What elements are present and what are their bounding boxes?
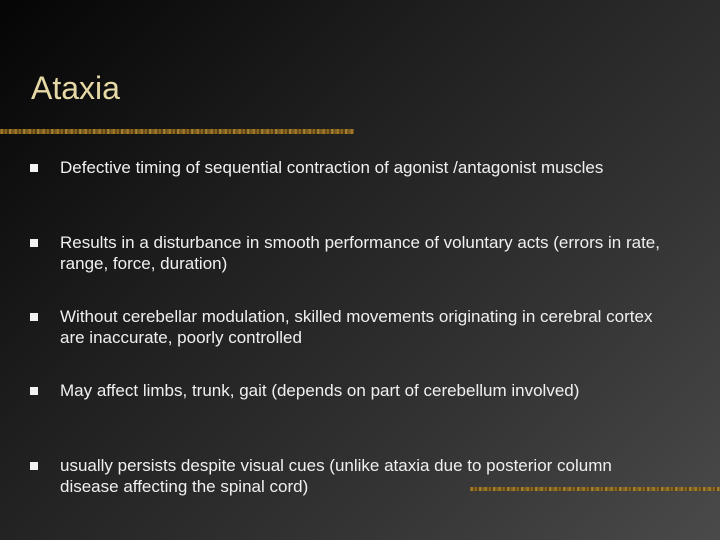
footer-divider — [470, 487, 720, 491]
square-bullet-icon — [30, 313, 38, 321]
square-bullet-icon — [30, 462, 38, 470]
title-divider — [0, 129, 354, 134]
bullet-text: Defective timing of sequential contraction of agonist /antagonist muscles — [60, 158, 604, 177]
bullet-text: May affect limbs, trunk, gait (depends on part of cerebellum involved) — [60, 381, 580, 400]
bullet-text: Results in a disturbance in smooth performance of voluntary acts (errors in rate, range, force, duration) — [60, 233, 660, 273]
square-bullet-icon — [30, 387, 38, 395]
square-bullet-icon — [30, 239, 38, 247]
bullet-text: usually persists despite visual cues (unlike ataxia due to posterior column disease affecting the spinal cord) — [60, 456, 612, 496]
square-bullet-icon — [30, 164, 38, 172]
bullet-text: Without cerebellar modulation, skilled movements originating in cerebral cortex are inaccurate, poorly controlled — [60, 307, 653, 347]
slide-title: Ataxia — [31, 70, 120, 106]
